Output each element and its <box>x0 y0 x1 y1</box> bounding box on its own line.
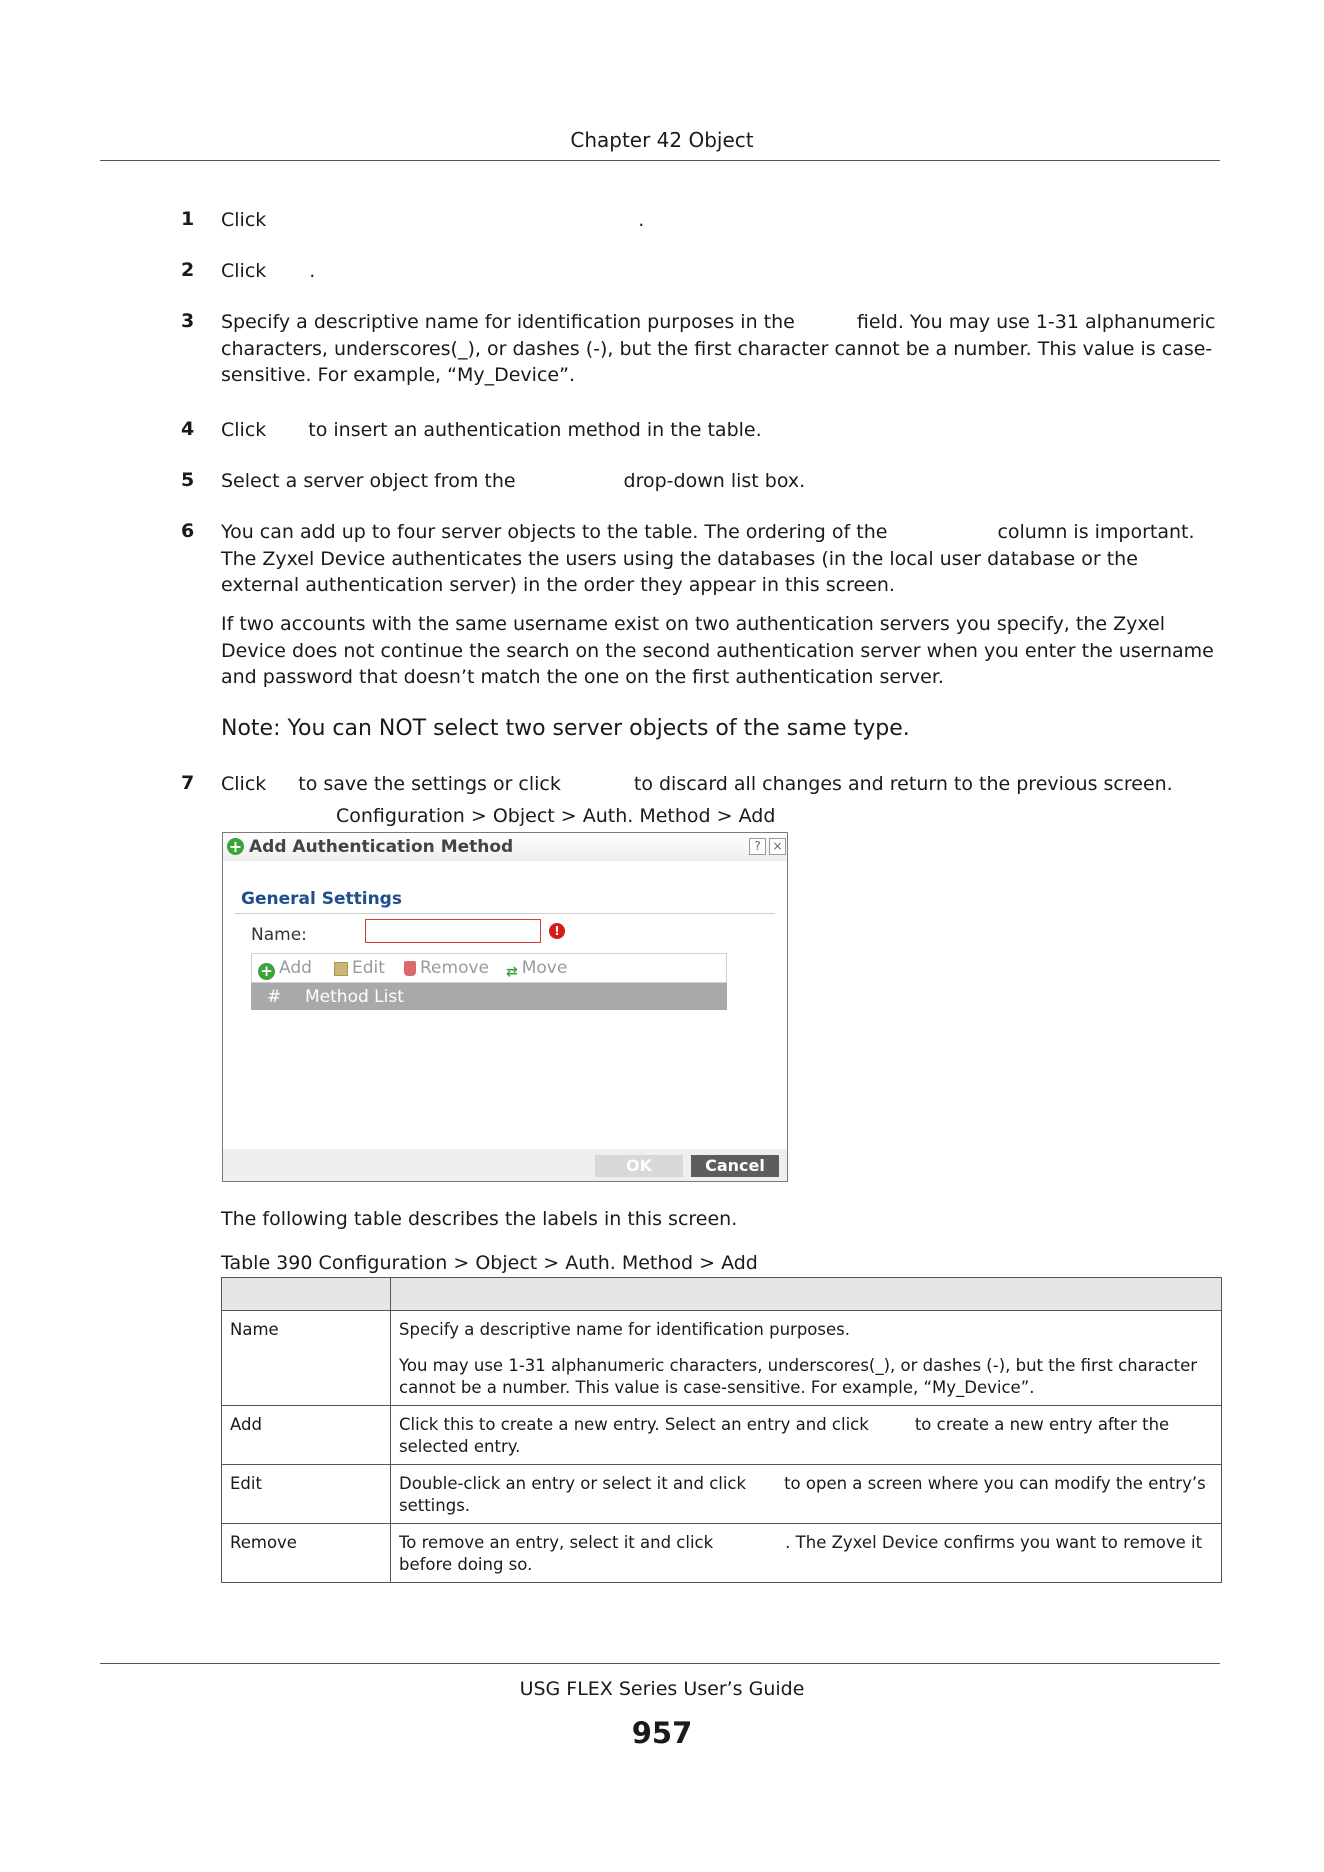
step-text-part: . <box>309 260 316 282</box>
section-title: General Settings <box>241 889 402 909</box>
step-text-part: to discard all changes and return to the previous screen. <box>633 773 1173 795</box>
name-label: Name: <box>251 925 307 945</box>
method-toolbar <box>251 953 727 983</box>
row-label: Name <box>222 1311 391 1406</box>
row-description-text: Specify a descriptive name for identification purposes. <box>399 1320 850 1339</box>
step-number: 2 <box>181 259 195 281</box>
step-text-part: field. You may use 1-31 alphanumeric characters, underscores(_), or dashes (-), but the first character cannot be a number. This value is case-sensitive. For example, “My_Device”. <box>221 311 1216 386</box>
row-description-text: You may use 1-31 alphanumeric characters, underscores(_), or dashes (-), but the first character cannot be a number. This value is case-sensitive. For example, “My_Device”. <box>399 1356 1198 1397</box>
row-label: Edit <box>222 1465 391 1524</box>
edit-button-label: Edit <box>352 958 385 978</box>
step-text <box>221 309 1221 389</box>
labels-table <box>221 1277 1222 1583</box>
dialog-title-bar <box>223 833 787 861</box>
add-button[interactable] <box>258 958 312 980</box>
dialog-title: Add Authentication Method <box>249 837 514 857</box>
dialog-footer <box>223 1149 787 1181</box>
step-text-part: You can add up to four server objects to the table. The ordering of the <box>221 521 888 543</box>
help-icon[interactable]: ? <box>749 838 766 855</box>
step-text-part: to save the settings or click <box>298 773 561 795</box>
remove-button[interactable] <box>404 958 489 978</box>
step-text <box>221 258 1221 285</box>
method-table-header <box>251 983 727 1010</box>
header-rule <box>100 160 1220 161</box>
step-text-part: Select a server object from the <box>221 470 516 492</box>
edit-button[interactable] <box>334 958 385 978</box>
page-number: 957 <box>631 1716 693 1750</box>
figure-caption: Configuration > Object > Auth. Method > Add <box>336 805 776 827</box>
step-text-paragraph: If two accounts with the same username exist on two authentication servers you specify, the Zyxel Device does not continue the search on the second authentication server when you enter the username and password that doesn’t match the one on the first authentication server. <box>221 613 1214 688</box>
step-text-part: Click <box>221 773 267 795</box>
row-description-text: . The Zyxel Device confirms you want to remove it before doing so. <box>399 1533 1203 1574</box>
note: Note: You can NOT select two server objects of the same type. <box>221 716 910 741</box>
step-number: 1 <box>181 208 195 230</box>
column-header-index: # <box>267 987 282 1007</box>
add-icon: + <box>258 963 275 980</box>
add-authentication-method-dialog <box>222 832 788 1182</box>
step-number: 3 <box>181 310 195 332</box>
table-header-cell <box>391 1278 1222 1311</box>
cancel-button[interactable]: Cancel <box>691 1155 779 1177</box>
table-header-cell <box>222 1278 391 1311</box>
row-label: Remove <box>222 1524 391 1583</box>
row-description-text: to create a new entry after the selected entry. <box>399 1415 1170 1456</box>
close-icon[interactable]: × <box>769 838 786 855</box>
table-row <box>222 1406 1222 1465</box>
section-divider <box>235 913 775 914</box>
footer-rule <box>100 1663 1220 1664</box>
step-text <box>221 207 1221 234</box>
chapter-header: Chapter 42 Object <box>570 128 754 152</box>
remove-button-label: Remove <box>420 958 489 978</box>
row-description <box>391 1406 1222 1465</box>
step-text-part: Click <box>221 419 267 441</box>
step-text-part: column is important. The Zyxel Device authenticates the users using the databases (in the local user database or the external authentication server) in the order they appear in this screen. <box>221 521 1195 596</box>
table-row <box>222 1311 1222 1406</box>
table-caption: Table 390 Configuration > Object > Auth. Method > Add <box>221 1252 758 1274</box>
edit-icon <box>334 962 348 976</box>
row-description-text: Click this to create a new entry. Select an entry and click <box>399 1415 869 1434</box>
add-icon: + <box>228 837 243 856</box>
move-button[interactable] <box>506 958 567 981</box>
step-text <box>221 519 1221 599</box>
step-number: 6 <box>181 520 195 542</box>
step-number: 7 <box>181 772 195 794</box>
step-text <box>221 468 1221 495</box>
row-description <box>391 1524 1222 1583</box>
row-description-text: To remove an entry, select it and click <box>399 1533 714 1552</box>
error-icon: ! <box>549 923 565 939</box>
table-description: The following table describes the labels in this screen. <box>221 1208 738 1230</box>
ok-button[interactable]: OK <box>595 1155 683 1177</box>
step-text-part: . <box>638 209 645 231</box>
remove-icon <box>404 961 416 976</box>
step-text <box>221 417 1221 444</box>
step-number: 4 <box>181 418 195 440</box>
row-description-text: Double-click an entry or select it and click <box>399 1474 747 1493</box>
move-button-label: Move <box>521 958 568 978</box>
guide-title: USG FLEX Series User’s Guide <box>519 1678 805 1700</box>
step-text-part: Click <box>221 209 267 231</box>
row-description-text: to open a screen where you can modify the entry’s settings. <box>399 1474 1206 1515</box>
move-icon: ⇄ <box>506 964 518 980</box>
step-text-part: Specify a descriptive name for identification purposes in the <box>221 311 795 333</box>
step-text <box>221 771 1221 798</box>
table-row <box>222 1524 1222 1583</box>
column-header-method-list: Method List <box>305 987 404 1007</box>
step-text-part: Click <box>221 260 267 282</box>
row-label: Add <box>222 1406 391 1465</box>
name-input[interactable] <box>365 919 541 943</box>
add-button-label: Add <box>279 958 312 978</box>
table-header-row <box>222 1278 1222 1311</box>
row-description <box>391 1311 1222 1406</box>
step-number: 5 <box>181 469 195 491</box>
table-row <box>222 1465 1222 1524</box>
step-text-part: drop-down list box. <box>623 470 806 492</box>
row-description <box>391 1465 1222 1524</box>
step-text-part: to insert an authentication method in the table. <box>308 419 762 441</box>
